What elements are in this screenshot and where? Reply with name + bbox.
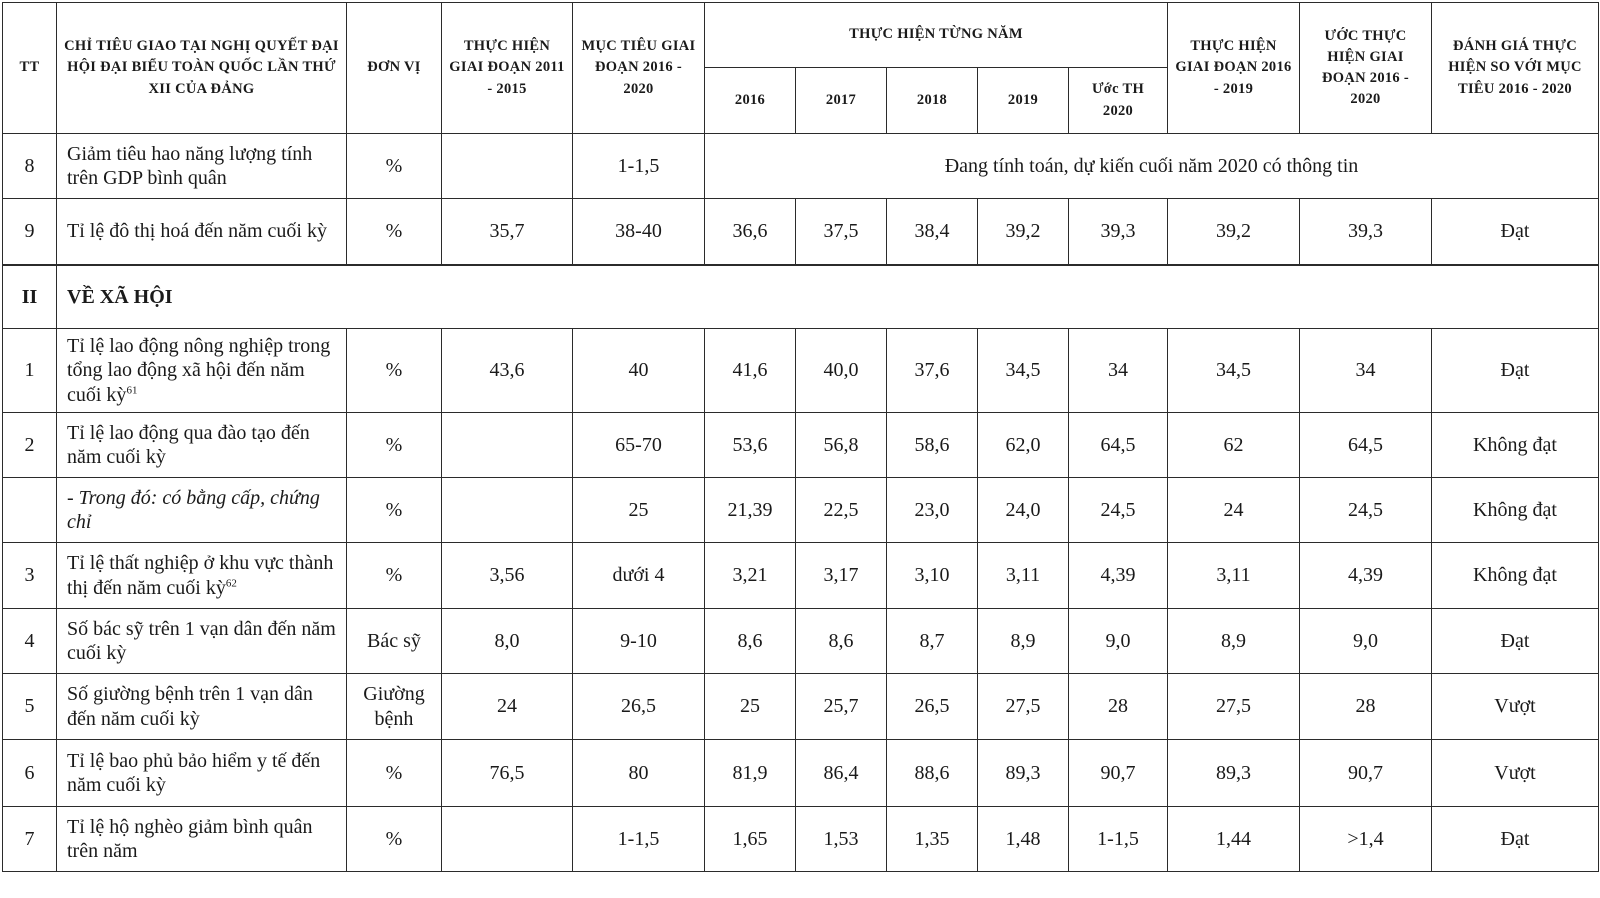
- cell-done-2011-2015: 35,7: [442, 199, 573, 265]
- table-sheet: [2, 2, 1599, 872]
- header-evaluation: ĐÁNH GIÁ THỰC HIỆN SO VỚI MỤC TIÊU 2016 - 2020: [1432, 3, 1599, 134]
- table-row: [3, 478, 1599, 543]
- cell-year-value: 1,65: [705, 807, 796, 872]
- section-title: VỀ XÃ HỘI: [57, 265, 1599, 329]
- cell-done-2016-2019: 24: [1168, 478, 1300, 543]
- cell-year-value: 1,53: [796, 807, 887, 872]
- cell-done-2016-2019: 89,3: [1168, 740, 1300, 807]
- cell-done-2011-2015: [442, 413, 573, 478]
- cell-done-2011-2015: [442, 478, 573, 543]
- criteria-text: Số bác sỹ trên 1 vạn dân đến năm cuối kỳ: [67, 617, 336, 664]
- cell-tt: 9: [3, 199, 57, 265]
- cell-year-value: 8,6: [796, 609, 887, 674]
- cell-done-2016-2019: 3,11: [1168, 543, 1300, 609]
- cell-done-2011-2015: 76,5: [442, 740, 573, 807]
- cell-estimate-2016-2020: 34: [1300, 329, 1432, 413]
- cell-year-value: 1,48: [978, 807, 1069, 872]
- cell-unit: %: [347, 199, 442, 265]
- cell-target: 26,5: [573, 674, 705, 740]
- header-done-2011-2015: THỰC HIỆN GIAI ĐOẠN 2011 - 2015: [442, 3, 573, 134]
- section-row: [3, 265, 1599, 329]
- cell-evaluation: Đạt: [1432, 199, 1599, 265]
- cell-unit: %: [347, 478, 442, 543]
- cell-target: 9-10: [573, 609, 705, 674]
- cell-year-value: 37,5: [796, 199, 887, 265]
- cell-criteria: Giảm tiêu hao năng lượng tính trên GDP bình quân: [57, 134, 347, 199]
- cell-criteria: [57, 543, 347, 609]
- cell-tt: 6: [3, 740, 57, 807]
- cell-year-value: 39,3: [1069, 199, 1168, 265]
- cell-unit: %: [347, 740, 442, 807]
- cell-target: 40: [573, 329, 705, 413]
- cell-estimate-2016-2020: 4,39: [1300, 543, 1432, 609]
- header-year: 2018: [887, 68, 978, 134]
- cell-tt: 5: [3, 674, 57, 740]
- cell-estimate-2016-2020: 9,0: [1300, 609, 1432, 674]
- cell-year-value: 8,6: [705, 609, 796, 674]
- cell-tt: 7: [3, 807, 57, 872]
- cell-unit: %: [347, 413, 442, 478]
- cell-criteria: [57, 807, 347, 872]
- cell-year-value: 3,10: [887, 543, 978, 609]
- header-unit: ĐƠN VỊ: [347, 3, 442, 134]
- cell-done-2016-2019: 1,44: [1168, 807, 1300, 872]
- cell-evaluation: Đạt: [1432, 329, 1599, 413]
- targets-table: [2, 2, 1599, 872]
- cell-target: 1-1,5: [573, 134, 705, 199]
- cell-year-value: 81,9: [705, 740, 796, 807]
- header-year: 2016: [705, 68, 796, 134]
- cell-year-value: 86,4: [796, 740, 887, 807]
- cell-criteria: [57, 199, 347, 265]
- criteria-text: Số giường bệnh trên 1 vạn dân đến năm cuối kỳ: [67, 683, 313, 730]
- cell-tt: 8: [3, 134, 57, 199]
- cell-done-2011-2015: [442, 134, 573, 199]
- section-tt: II: [3, 265, 57, 329]
- criteria-text: Tỉ lệ đô thị hoá đến năm cuối kỳ: [67, 220, 327, 243]
- cell-criteria: [57, 609, 347, 674]
- header-year: 2019: [978, 68, 1069, 134]
- header-year: Ước TH 2020: [1069, 68, 1168, 134]
- cell-year-value: 40,0: [796, 329, 887, 413]
- cell-unit: %: [347, 134, 442, 199]
- header-year: 2017: [796, 68, 887, 134]
- cell-target: 25: [573, 478, 705, 543]
- cell-pending-note: Đang tính toán, dự kiến cuối năm 2020 có thông tin: [705, 134, 1599, 199]
- cell-year-value: 25,7: [796, 674, 887, 740]
- header-done-2016-2019: THỰC HIỆN GIAI ĐOẠN 2016 - 2019: [1168, 3, 1300, 134]
- cell-estimate-2016-2020: 39,3: [1300, 199, 1432, 265]
- criteria-text: Tỉ lệ hộ nghèo giảm bình quân trên năm: [67, 815, 313, 862]
- footnote-ref: 61: [126, 384, 138, 397]
- cell-year-value: 25: [705, 674, 796, 740]
- cell-criteria: [57, 478, 347, 543]
- cell-target: 80: [573, 740, 705, 807]
- cell-year-value: 53,6: [705, 413, 796, 478]
- table-row: [3, 740, 1599, 807]
- cell-criteria: [57, 740, 347, 807]
- table-row: [3, 413, 1599, 478]
- cell-estimate-2016-2020: 24,5: [1300, 478, 1432, 543]
- cell-done-2016-2019: 62: [1168, 413, 1300, 478]
- cell-unit: Giường bệnh: [347, 674, 442, 740]
- cell-target: 65-70: [573, 413, 705, 478]
- cell-evaluation: Đạt: [1432, 807, 1599, 872]
- cell-evaluation: Đạt: [1432, 609, 1599, 674]
- cell-criteria: [57, 674, 347, 740]
- cell-year-value: 3,17: [796, 543, 887, 609]
- cell-year-value: 37,6: [887, 329, 978, 413]
- cell-year-value: 34,5: [978, 329, 1069, 413]
- cell-estimate-2016-2020: >1,4: [1300, 807, 1432, 872]
- cell-year-value: 58,6: [887, 413, 978, 478]
- cell-criteria: [57, 413, 347, 478]
- cell-target: dưới 4: [573, 543, 705, 609]
- cell-year-value: 1,35: [887, 807, 978, 872]
- cell-year-value: 28: [1069, 674, 1168, 740]
- cell-done-2011-2015: [442, 807, 573, 872]
- cell-evaluation: Vượt: [1432, 674, 1599, 740]
- table-row: [3, 674, 1599, 740]
- cell-unit: %: [347, 543, 442, 609]
- cell-tt: 2: [3, 413, 57, 478]
- cell-done-2011-2015: 24: [442, 674, 573, 740]
- cell-evaluation: Không đạt: [1432, 413, 1599, 478]
- cell-year-value: 4,39: [1069, 543, 1168, 609]
- header-criteria: CHỈ TIÊU GIAO TẠI NGHỊ QUYẾT ĐẠI HỘI ĐẠI BIỂU TOÀN QUỐC LẦN THỨ XII CỦA ĐẢNG: [57, 3, 347, 134]
- cell-done-2016-2019: 8,9: [1168, 609, 1300, 674]
- cell-year-value: 38,4: [887, 199, 978, 265]
- cell-year-value: 8,9: [978, 609, 1069, 674]
- table-row: [3, 807, 1599, 872]
- table-row: [3, 609, 1599, 674]
- table-row: [3, 543, 1599, 609]
- cell-unit: Bác sỹ: [347, 609, 442, 674]
- cell-year-value: 90,7: [1069, 740, 1168, 807]
- cell-tt: [3, 478, 57, 543]
- cell-year-value: 22,5: [796, 478, 887, 543]
- cell-year-value: 26,5: [887, 674, 978, 740]
- cell-unit: %: [347, 329, 442, 413]
- cell-year-value: 36,6: [705, 199, 796, 265]
- cell-year-value: 39,2: [978, 199, 1069, 265]
- table-row: [3, 329, 1599, 413]
- cell-year-value: 3,21: [705, 543, 796, 609]
- cell-year-value: 24,0: [978, 478, 1069, 543]
- cell-year-value: 34: [1069, 329, 1168, 413]
- header-yearly: THỰC HIỆN TỪNG NĂM: [705, 3, 1168, 68]
- cell-year-value: 8,7: [887, 609, 978, 674]
- criteria-text: - Trong đó: có bằng cấp, chứng chỉ: [67, 486, 320, 533]
- cell-year-value: 3,11: [978, 543, 1069, 609]
- cell-unit: %: [347, 807, 442, 872]
- cell-evaluation: Vượt: [1432, 740, 1599, 807]
- cell-done-2016-2019: 34,5: [1168, 329, 1300, 413]
- criteria-text: Tỉ lệ lao động nông nghiệp trong tổng lao động xã hội đến năm cuối kỳ: [67, 334, 331, 406]
- cell-tt: 3: [3, 543, 57, 609]
- cell-target: 1-1,5: [573, 807, 705, 872]
- cell-done-2011-2015: 8,0: [442, 609, 573, 674]
- cell-year-value: 9,0: [1069, 609, 1168, 674]
- table-row: [3, 134, 1599, 199]
- cell-tt: 1: [3, 329, 57, 413]
- criteria-text: Tỉ lệ thất nghiệp ở khu vực thành thị đến năm cuối kỳ: [67, 552, 334, 599]
- cell-estimate-2016-2020: 28: [1300, 674, 1432, 740]
- cell-year-value: 64,5: [1069, 413, 1168, 478]
- cell-year-value: 56,8: [796, 413, 887, 478]
- cell-year-value: 21,39: [705, 478, 796, 543]
- cell-estimate-2016-2020: 90,7: [1300, 740, 1432, 807]
- cell-done-2011-2015: 43,6: [442, 329, 573, 413]
- cell-year-value: 23,0: [887, 478, 978, 543]
- cell-year-value: 89,3: [978, 740, 1069, 807]
- criteria-text: Tỉ lệ bao phủ bảo hiểm y tế đến năm cuối kỳ: [67, 749, 321, 796]
- cell-target: 38-40: [573, 199, 705, 265]
- cell-done-2016-2019: 39,2: [1168, 199, 1300, 265]
- header-estimate-2016-2020: ƯỚC THỰC HIỆN GIAI ĐOẠN 2016 - 2020: [1300, 3, 1432, 134]
- cell-year-value: 62,0: [978, 413, 1069, 478]
- criteria-text: Tỉ lệ lao động qua đào tạo đến năm cuối kỳ: [67, 421, 310, 468]
- cell-estimate-2016-2020: 64,5: [1300, 413, 1432, 478]
- cell-evaluation: Không đạt: [1432, 543, 1599, 609]
- cell-tt: 4: [3, 609, 57, 674]
- footnote-ref: 62: [225, 576, 237, 589]
- cell-year-value: 1-1,5: [1069, 807, 1168, 872]
- cell-criteria: [57, 329, 347, 413]
- header-row-top: [3, 3, 1599, 68]
- cell-year-value: 41,6: [705, 329, 796, 413]
- cell-evaluation: Không đạt: [1432, 478, 1599, 543]
- cell-year-value: 88,6: [887, 740, 978, 807]
- header-target-2016-2020: MỤC TIÊU GIAI ĐOẠN 2016 - 2020: [573, 3, 705, 134]
- header-tt: TT: [3, 3, 57, 134]
- cell-year-value: 24,5: [1069, 478, 1168, 543]
- table-row: [3, 199, 1599, 265]
- cell-year-value: 27,5: [978, 674, 1069, 740]
- cell-done-2016-2019: 27,5: [1168, 674, 1300, 740]
- cell-done-2011-2015: 3,56: [442, 543, 573, 609]
